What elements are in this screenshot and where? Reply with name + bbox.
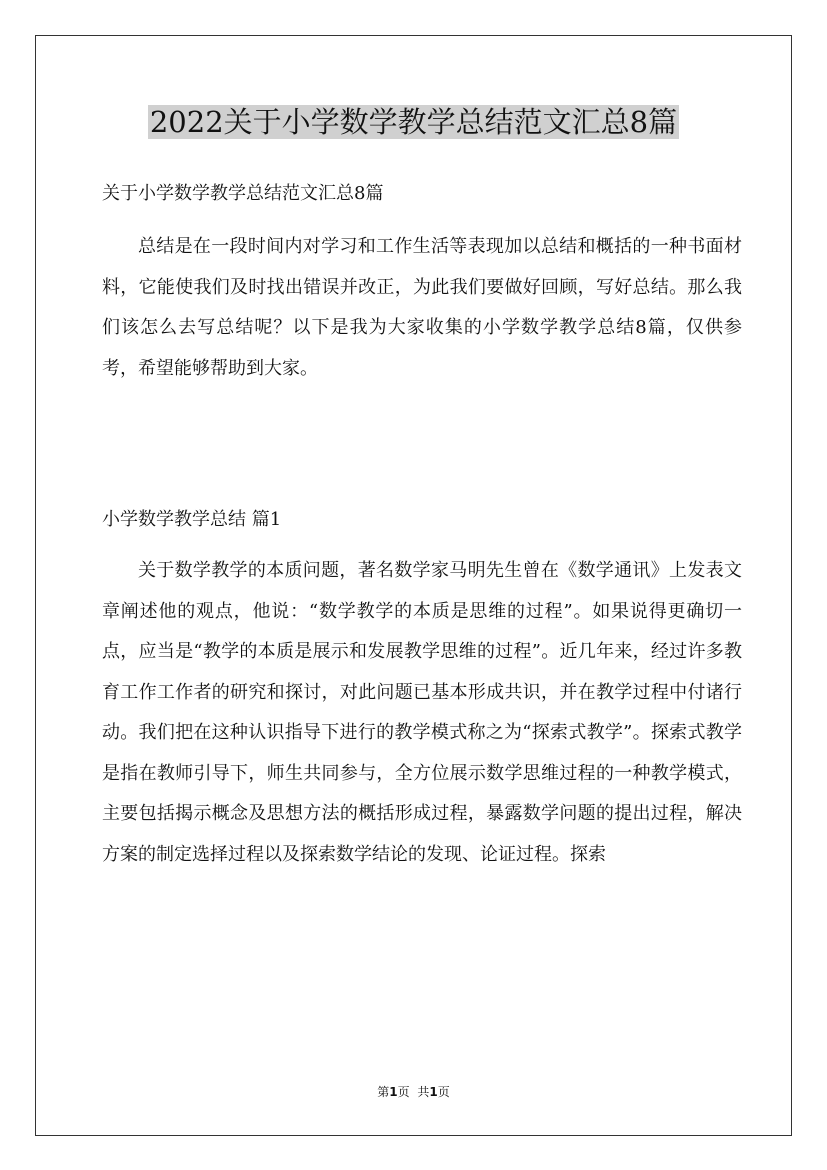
page-footer bbox=[0, 1083, 827, 1101]
section-paragraph: 关于数学教学的本质问题，著名数学家马明先生曾在《数学通讯》上发表文章阐述他的观点，他说：“数学教学的本质是思维的过程”。如果说得更确切一点，应当是“教学的本质是展示和发展教学思维的过程”。近几年来，经过许多教育工作工作者的研究和探讨，对此问题已基本形成共识，并在教学过程中付诸行动。我们把在这种认识指导下进行的教学模式称之为“探索式教学”。探索式教学是指在教师引导下，师生共同参与，全方位展示数学思维过程的一种教学模式，主要包括揭示概念及思想方法的概括形成过程，暴露数学问题的提出过程，解决方案的制定选择过程以及探索数学结论的发现、论证过程。探索 bbox=[102, 560, 742, 865]
footer-total-prefix: 共 bbox=[417, 1085, 430, 1099]
intro-paragraph: 总结是在一段时间内对学习和工作生活等表现加以总结和概括的一种书面材料，它能使我们及时找出错误并改正，为此我们要做好回顾，写好总结。那么我们该怎么去写总结呢？以下是我为大家收集的小学数学教学总结8篇，仅供参考，希望能够帮助到大家。 bbox=[102, 236, 742, 379]
section-heading: 小学数学教学总结 篇1 bbox=[102, 509, 282, 530]
footer-total-unit: 页 bbox=[437, 1085, 450, 1099]
footer-page-unit: 页 bbox=[397, 1085, 410, 1099]
footer-page-prefix: 第 bbox=[377, 1085, 390, 1099]
document-subtitle: 关于小学数学教学总结范文汇总8篇 bbox=[102, 183, 384, 204]
document-title-text: 2022关于小学数学教学总结范文汇总8篇 bbox=[149, 105, 678, 139]
footer-page-total: 1 bbox=[429, 1085, 438, 1099]
footer-page-current: 1 bbox=[389, 1085, 398, 1099]
document-title bbox=[0, 102, 827, 142]
